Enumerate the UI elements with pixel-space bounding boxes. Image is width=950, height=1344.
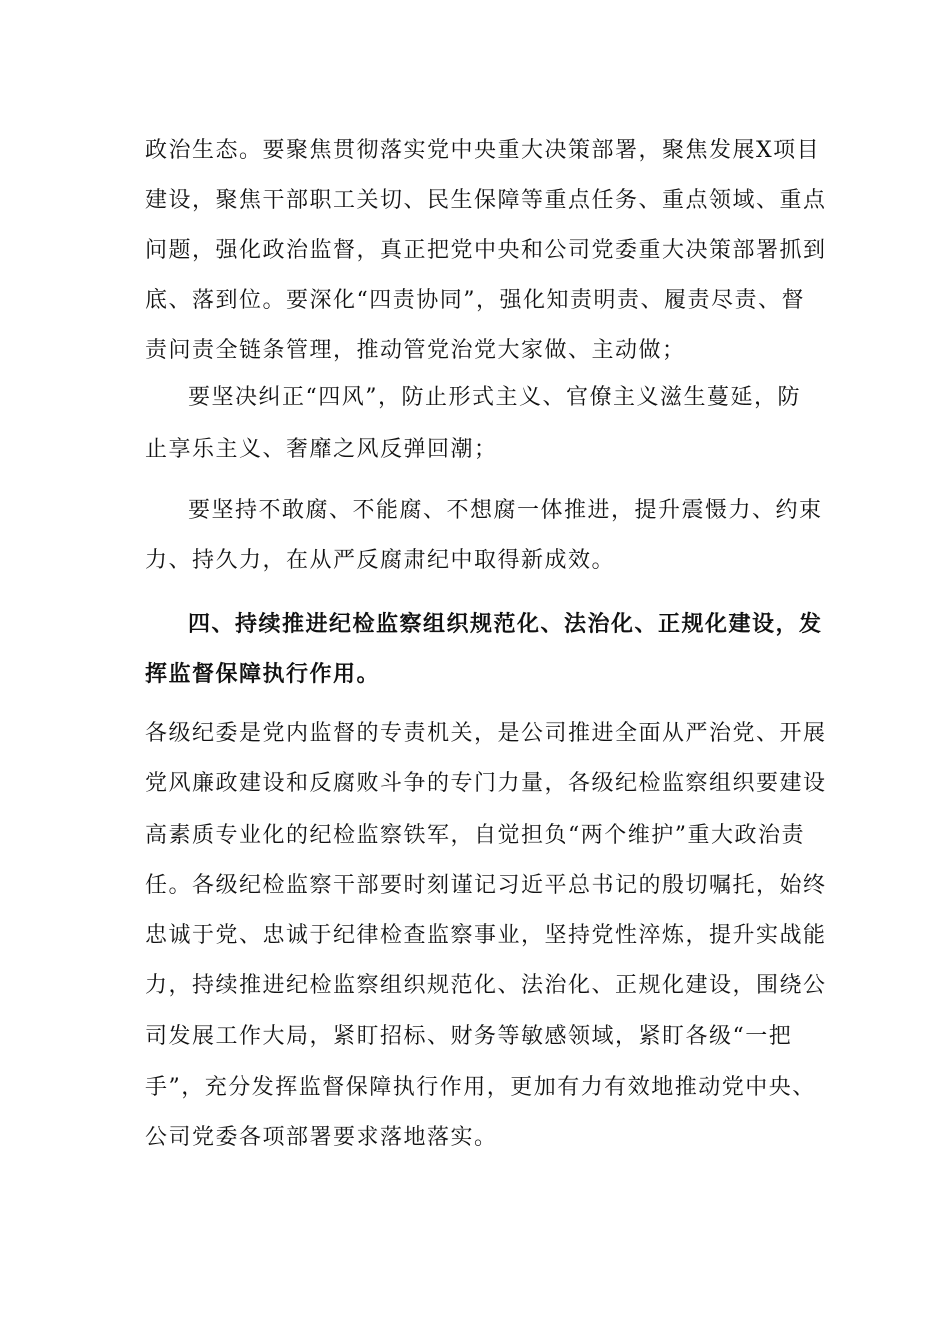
body-text-line: 政治生态。要聚焦贯彻落实党中央重大决策部署，聚焦发展X项目 bbox=[145, 138, 821, 163]
paragraph-four-winds: 要坚决纠正“四风”，防止形式主义、官僚主义滋生蔓延，防 bbox=[188, 385, 801, 410]
body-text-line: 力，持续推进纪检监察组织规范化、法治化、正规化建设，围绕公 bbox=[145, 973, 827, 998]
body-text-line: 手”，充分发挥监督保障执行作用，更加有力有效地推动党中央、 bbox=[145, 1075, 816, 1100]
section-heading-continued: 挥监督保障执行作用。 bbox=[145, 661, 381, 687]
paragraph-anti-corruption: 要坚持不敢腐、不能腐、不想腐一体推进，提升震慑力、约束 bbox=[188, 498, 823, 523]
body-text-line: 任。各级纪检监察干部要时刻谨记习近平总书记的殷切嘱托，始终 bbox=[145, 873, 827, 898]
body-text-line: 公司党委各项部署要求落地落实。 bbox=[145, 1125, 498, 1150]
body-text-line: 司发展工作大局，紧盯招标、财务等敏感领域，紧盯各级“一把 bbox=[145, 1024, 793, 1049]
body-text-line: 力、持久力，在从严反腐肃纪中取得新成效。 bbox=[145, 548, 616, 573]
body-text-line: 止享乐主义、奢靡之风反弹回潮； bbox=[145, 437, 498, 462]
body-text-line: 建设，聚焦干部职工关切、民生保障等重点任务、重点领域、重点 bbox=[145, 188, 827, 213]
body-text-line: 底、落到位。要深化“四责协同”，强化知责明责、履责尽责、督 bbox=[145, 288, 805, 313]
body-text-line: 党风廉政建设和反腐败斗争的专门力量，各级纪检监察组织要建设 bbox=[145, 771, 827, 796]
body-text-line: 高素质专业化的纪检监察铁军，自觉担负“两个维护”重大政治责 bbox=[145, 823, 805, 848]
section-heading: 四、持续推进纪检监察组织规范化、法治化、正规化建设，发 bbox=[188, 611, 823, 637]
body-text-line: 各级纪委是党内监督的专责机关，是公司推进全面从严治党、开展 bbox=[145, 721, 827, 746]
body-text-line: 责问责全链条管理，推动管党治党大家做、主动做； bbox=[145, 338, 686, 363]
body-text-line: 忠诚于党、忠诚于纪律检查监察事业，坚持党性淬炼，提升实战能 bbox=[145, 923, 827, 948]
body-text-line: 问题，强化政治监督，真正把党中央和公司党委重大决策部署抓到 bbox=[145, 238, 827, 263]
